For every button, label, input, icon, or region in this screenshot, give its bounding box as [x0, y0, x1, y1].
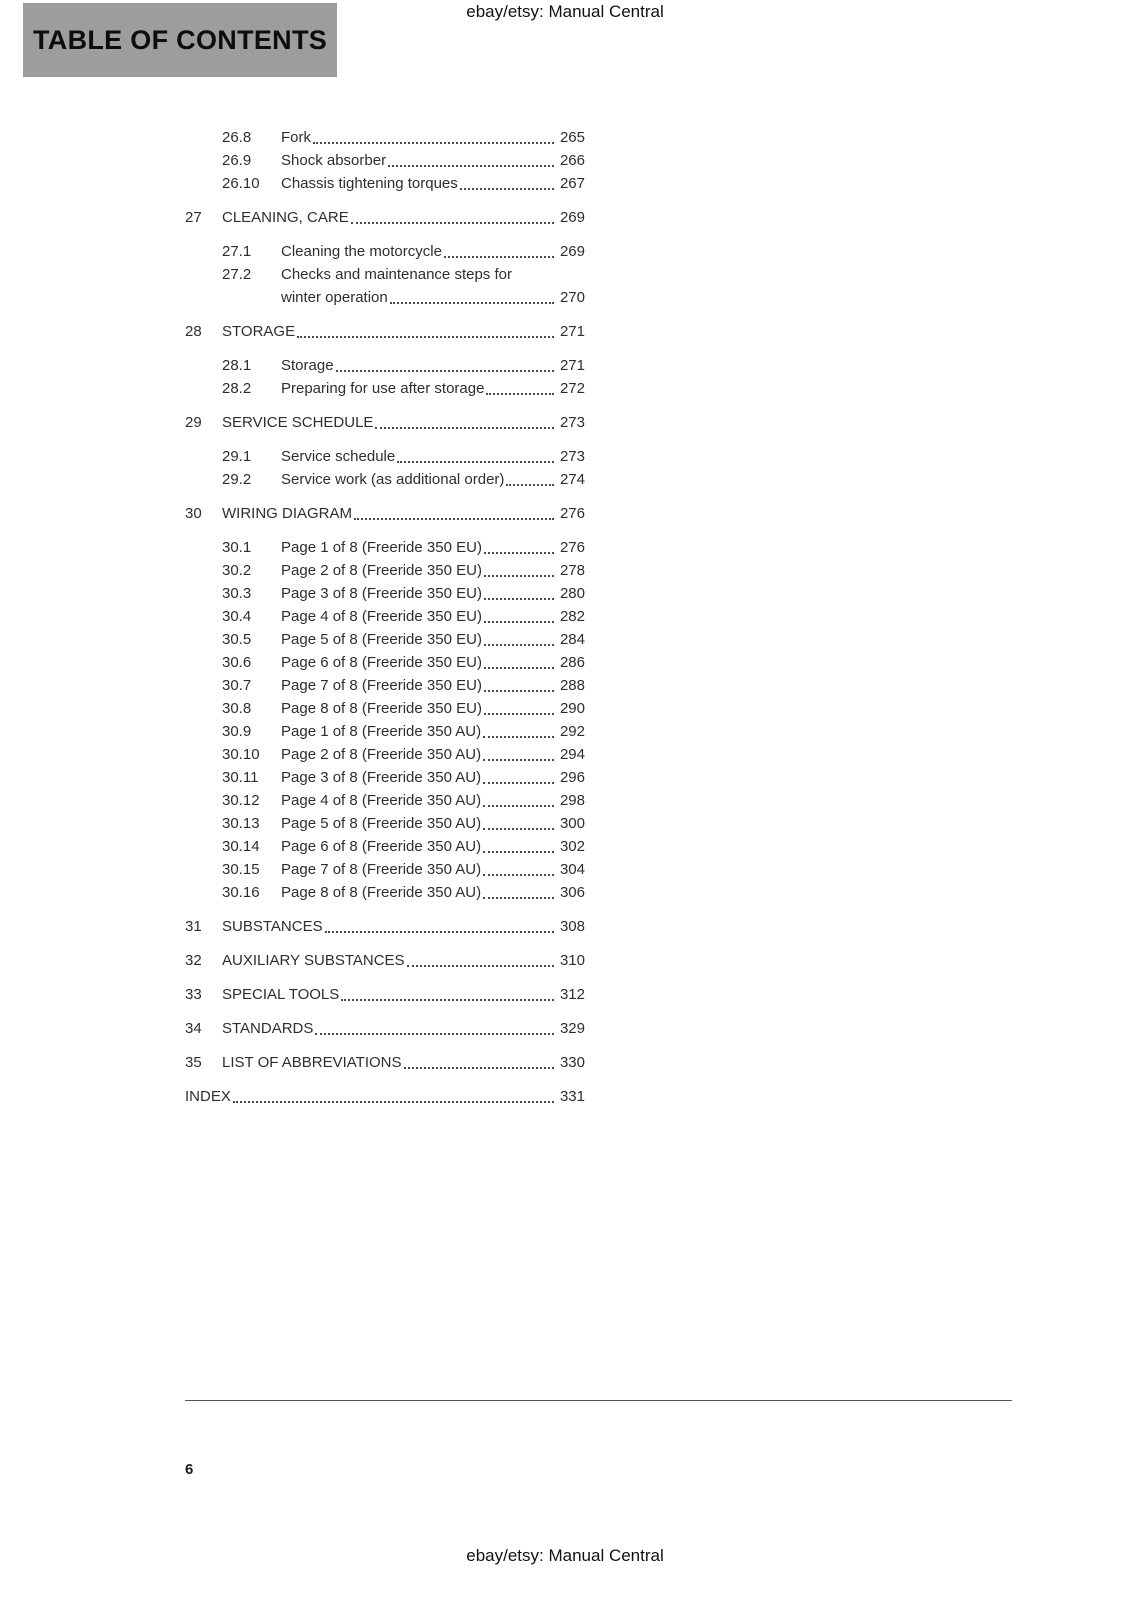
- toc-entry-title: Cleaning the motorcycle: [281, 243, 442, 260]
- toc-entry-page: 290: [559, 700, 585, 717]
- toc-entry-content: [281, 559, 585, 582]
- toc-entry: [185, 126, 585, 149]
- dot-leader: [407, 965, 554, 967]
- toc-entry-number: 30.3: [222, 585, 252, 602]
- toc-entry-title: Page 2 of 8 (Freeride 350 AU): [281, 746, 482, 763]
- toc-entry-page: 271: [559, 323, 585, 340]
- toc-entry-title: STORAGE: [222, 323, 296, 340]
- toc-entry-number: 27: [185, 209, 202, 226]
- toc-entry-number: 29.2: [222, 471, 252, 488]
- toc-entry: [185, 377, 585, 400]
- toc-entry-number: 30.7: [222, 677, 252, 694]
- toc-entry: [185, 502, 585, 525]
- dot-leader: [336, 370, 554, 372]
- toc-entry-title: Page 6 of 8 (Freeride 350 EU): [281, 654, 482, 671]
- toc-entry-content: [222, 320, 585, 343]
- toc-entry: [185, 983, 585, 1006]
- toc-entry-title: Service schedule: [281, 448, 396, 465]
- toc-entry-title: Page 3 of 8 (Freeride 350 AU): [281, 769, 482, 786]
- toc-entry-title: Page 8 of 8 (Freeride 350 AU): [281, 884, 482, 901]
- toc-entry-number: 30.6: [222, 654, 252, 671]
- toc-entry-page: 276: [559, 505, 585, 522]
- toc-entry-content: [281, 263, 585, 309]
- toc-entry-title: Checks and maintenance steps for: [281, 266, 512, 283]
- toc-entry-page: 296: [559, 769, 585, 786]
- toc-entry-content: [281, 766, 585, 789]
- toc-entry-page: 269: [559, 209, 585, 226]
- toc-entry-page: 310: [559, 952, 585, 969]
- toc-entry-number: 33: [185, 986, 202, 1003]
- toc-entry-title: Shock absorber: [281, 152, 387, 169]
- dot-leader: [483, 874, 554, 876]
- dot-leader: [313, 142, 554, 144]
- toc-entry-page: 306: [559, 884, 585, 901]
- toc-entry-content: [281, 536, 585, 559]
- toc-entry-number: 35: [185, 1054, 202, 1071]
- toc-entry-page: 278: [559, 562, 585, 579]
- toc-entry: [185, 468, 585, 491]
- toc-entry-content: [281, 881, 585, 904]
- toc-entry-page: 274: [559, 471, 585, 488]
- dot-leader: [484, 713, 554, 715]
- toc-entry-page: 286: [559, 654, 585, 671]
- toc-entry-number: 30.4: [222, 608, 252, 625]
- toc-entry: [185, 263, 585, 309]
- toc-entry: [185, 651, 585, 674]
- dot-leader: [341, 999, 554, 1001]
- toc-entry-content: [281, 445, 585, 468]
- toc-entry-content: [281, 674, 585, 697]
- dot-leader: [483, 805, 554, 807]
- toc-entry-title: WIRING DIAGRAM: [222, 505, 352, 522]
- toc-entry-number: 29.1: [222, 448, 252, 465]
- toc-entry-number: 29: [185, 414, 202, 431]
- toc-entry-number: 26.8: [222, 129, 252, 146]
- toc-entry-number: 30: [185, 505, 202, 522]
- toc-entry-content: [281, 789, 585, 812]
- toc-entry-number: 27.2: [222, 266, 252, 283]
- page-header-label: ebay/etsy: Manual Central: [466, 2, 664, 21]
- toc-entry-title: SERVICE SCHEDULE: [222, 414, 374, 431]
- toc-entry-content: [281, 582, 585, 605]
- toc-entry-content: [281, 628, 585, 651]
- footer-divider: [185, 1400, 1012, 1401]
- toc-entry-page: 269: [559, 243, 585, 260]
- toc-entry-content: [281, 149, 585, 172]
- toc-entry-content: [281, 354, 585, 377]
- toc-entry-title: Page 1 of 8 (Freeride 350 EU): [281, 539, 482, 556]
- toc-entry-title: SPECIAL TOOLS: [222, 986, 340, 1003]
- toc-entry-title: Page 3 of 8 (Freeride 350 EU): [281, 585, 482, 602]
- dot-leader: [233, 1101, 554, 1103]
- toc-entry-page: 288: [559, 677, 585, 694]
- toc-entry-number: 30.16: [222, 884, 260, 901]
- dot-leader: [404, 1067, 555, 1069]
- toc-entry-title: winter operation: [281, 289, 388, 306]
- toc-entry: [185, 674, 585, 697]
- dot-leader: [444, 256, 554, 258]
- toc-entry-page: 266: [559, 152, 585, 169]
- toc-entry-number: 30.15: [222, 861, 260, 878]
- toc-entry-number: 30.8: [222, 700, 252, 717]
- toc-entry-title: SUBSTANCES: [222, 918, 323, 935]
- page-footer-label: ebay/etsy: Manual Central: [466, 1546, 664, 1565]
- dot-leader: [483, 897, 554, 899]
- toc-entry-content: [281, 126, 585, 149]
- toc-entry-title: Page 4 of 8 (Freeride 350 EU): [281, 608, 482, 625]
- toc-entry: [185, 149, 585, 172]
- toc-entry-title: Storage: [281, 357, 334, 374]
- page-number: 6: [185, 1461, 194, 1478]
- toc-entry-content: [222, 983, 585, 1006]
- toc-entry-content: [281, 377, 585, 400]
- toc-entry-title: Service work (as additional order): [281, 471, 505, 488]
- toc-entry-page: 304: [559, 861, 585, 878]
- toc-entry: [185, 206, 585, 229]
- toc-entry: [185, 172, 585, 195]
- toc-entry: [185, 881, 585, 904]
- toc-entry-content: [185, 1085, 585, 1108]
- dot-leader: [397, 461, 554, 463]
- table-of-contents-banner: [23, 3, 337, 77]
- toc-entry-content: [222, 1051, 585, 1074]
- toc-entry-page: 280: [559, 585, 585, 602]
- toc-entry-number: 30.12: [222, 792, 260, 809]
- toc-entry-page: 272: [559, 380, 585, 397]
- dot-leader: [325, 931, 554, 933]
- dot-leader: [483, 759, 554, 761]
- toc-entry: [185, 858, 585, 881]
- dot-leader: [390, 302, 554, 304]
- dot-leader: [484, 552, 554, 554]
- toc-entry: [185, 915, 585, 938]
- toc-entry-title: Page 7 of 8 (Freeride 350 EU): [281, 677, 482, 694]
- dot-leader: [375, 427, 554, 429]
- toc-entry-content: [281, 605, 585, 628]
- toc-entry: [185, 628, 585, 651]
- toc-entry-page: 312: [559, 986, 585, 1003]
- toc-entry: [185, 1051, 585, 1074]
- dot-leader: [484, 598, 554, 600]
- toc-entry-number: 34: [185, 1020, 202, 1037]
- toc-entry: [185, 812, 585, 835]
- toc-entry-page: 302: [559, 838, 585, 855]
- toc-entry-title: Page 8 of 8 (Freeride 350 EU): [281, 700, 482, 717]
- toc-entry-content: [222, 915, 585, 938]
- dot-leader: [483, 851, 554, 853]
- dot-leader: [486, 393, 554, 395]
- toc-entry-title: Page 2 of 8 (Freeride 350 EU): [281, 562, 482, 579]
- toc-entry-page: 294: [559, 746, 585, 763]
- toc-entry-title: INDEX: [185, 1088, 231, 1105]
- toc-entry: [185, 949, 585, 972]
- toc-entry: [185, 354, 585, 377]
- toc-entry-page: 298: [559, 792, 585, 809]
- toc-entry-content: [281, 240, 585, 263]
- dot-leader: [484, 644, 554, 646]
- dot-leader: [315, 1033, 554, 1035]
- toc-entry: [185, 743, 585, 766]
- toc-entry-title: Page 1 of 8 (Freeride 350 AU): [281, 723, 482, 740]
- toc-entry-content: [222, 206, 585, 229]
- toc-entry-number: 30.2: [222, 562, 252, 579]
- toc-entry-page: 308: [559, 918, 585, 935]
- toc-entry-content: [281, 468, 585, 491]
- toc-entry-title: Preparing for use after storage: [281, 380, 485, 397]
- toc-entry-number: 27.1: [222, 243, 252, 260]
- toc-entry-number: 26.9: [222, 152, 252, 169]
- toc-entry: [185, 582, 585, 605]
- toc-entry-number: 30.10: [222, 746, 260, 763]
- dot-leader: [388, 165, 554, 167]
- toc-entry-page: 284: [559, 631, 585, 648]
- dot-leader: [506, 484, 554, 486]
- toc-entry-number: 30.9: [222, 723, 252, 740]
- toc-entry-page: 300: [559, 815, 585, 832]
- toc-entry-title: Fork: [281, 129, 311, 146]
- toc-entry-number: 26.10: [222, 175, 260, 192]
- toc-entry-page: 330: [559, 1054, 585, 1071]
- toc-entry-content: [281, 697, 585, 720]
- toc-entry-title: Page 5 of 8 (Freeride 350 AU): [281, 815, 482, 832]
- toc-entry-title: Page 5 of 8 (Freeride 350 EU): [281, 631, 482, 648]
- toc-entry-page: 282: [559, 608, 585, 625]
- toc-entry: [185, 789, 585, 812]
- toc-entry: [185, 320, 585, 343]
- toc-entry-title: Page 6 of 8 (Freeride 350 AU): [281, 838, 482, 855]
- dot-leader: [484, 575, 554, 577]
- toc-entry-number: 30.14: [222, 838, 260, 855]
- dot-leader: [351, 222, 554, 224]
- toc-entry-page: 329: [559, 1020, 585, 1037]
- dot-leader: [483, 782, 554, 784]
- toc-entry: [185, 766, 585, 789]
- toc-entry: [185, 720, 585, 743]
- dot-leader: [484, 621, 554, 623]
- page-title: TABLE OF CONTENTS: [33, 24, 328, 55]
- dot-leader: [484, 667, 554, 669]
- toc-entry-page: 292: [559, 723, 585, 740]
- toc-entry-content: [222, 1017, 585, 1040]
- toc-entry-title: Chassis tightening torques: [281, 175, 458, 192]
- toc-entry: [185, 605, 585, 628]
- toc-entry: [185, 536, 585, 559]
- toc-entry-title: CLEANING, CARE: [222, 209, 349, 226]
- dot-leader: [483, 828, 554, 830]
- toc-entry-number: 30.11: [222, 769, 259, 786]
- toc-entry-title: Page 7 of 8 (Freeride 350 AU): [281, 861, 482, 878]
- toc-entry-title: Page 4 of 8 (Freeride 350 AU): [281, 792, 482, 809]
- toc-entry-number: 31: [185, 918, 202, 935]
- dot-leader: [460, 188, 554, 190]
- toc-entry-page: 265: [559, 129, 585, 146]
- toc-entry: [185, 835, 585, 858]
- dot-leader: [354, 518, 554, 520]
- toc-entry-number: 28.1: [222, 357, 252, 374]
- toc-entry-page: 276: [559, 539, 585, 556]
- toc-entry-content: [281, 812, 585, 835]
- toc-entry-content: [281, 743, 585, 766]
- toc-entry-content: [281, 835, 585, 858]
- toc-entry-title: STANDARDS: [222, 1020, 314, 1037]
- toc-entry-page: 331: [559, 1088, 585, 1105]
- toc-entry-number: 30.5: [222, 631, 252, 648]
- toc-entry-content: [281, 651, 585, 674]
- toc-entry-page: 267: [559, 175, 585, 192]
- toc-entry-number: 30.13: [222, 815, 260, 832]
- toc-entry: [185, 240, 585, 263]
- toc-entry-content: [222, 411, 585, 434]
- toc-entry-content: [281, 858, 585, 881]
- toc-entry-content: [281, 720, 585, 743]
- dot-leader: [483, 736, 554, 738]
- toc-entry-number: 28.2: [222, 380, 252, 397]
- dot-leader: [484, 690, 554, 692]
- toc-entry-content: [222, 949, 585, 972]
- toc-list: [185, 126, 585, 1108]
- dot-leader: [297, 336, 554, 338]
- toc-entry-content: [281, 172, 585, 195]
- toc-entry: [185, 445, 585, 468]
- toc-entry: [185, 559, 585, 582]
- toc-entry-page: 273: [559, 414, 585, 431]
- toc-entry-number: 32: [185, 952, 202, 969]
- toc-entry-number: 28: [185, 323, 202, 340]
- toc-entry-content: [222, 502, 585, 525]
- toc-entry: [185, 1017, 585, 1040]
- toc-entry: [185, 697, 585, 720]
- toc-entry-title: LIST OF ABBREVIATIONS: [222, 1054, 402, 1071]
- toc-entry-page: 271: [559, 357, 585, 374]
- toc-entry-page: 270: [559, 289, 585, 306]
- toc-entry: [185, 1085, 585, 1108]
- toc-entry-number: 30.1: [222, 539, 252, 556]
- toc-entry-title: AUXILIARY SUBSTANCES: [222, 952, 405, 969]
- toc-entry: [185, 411, 585, 434]
- toc-entry-page: 273: [559, 448, 585, 465]
